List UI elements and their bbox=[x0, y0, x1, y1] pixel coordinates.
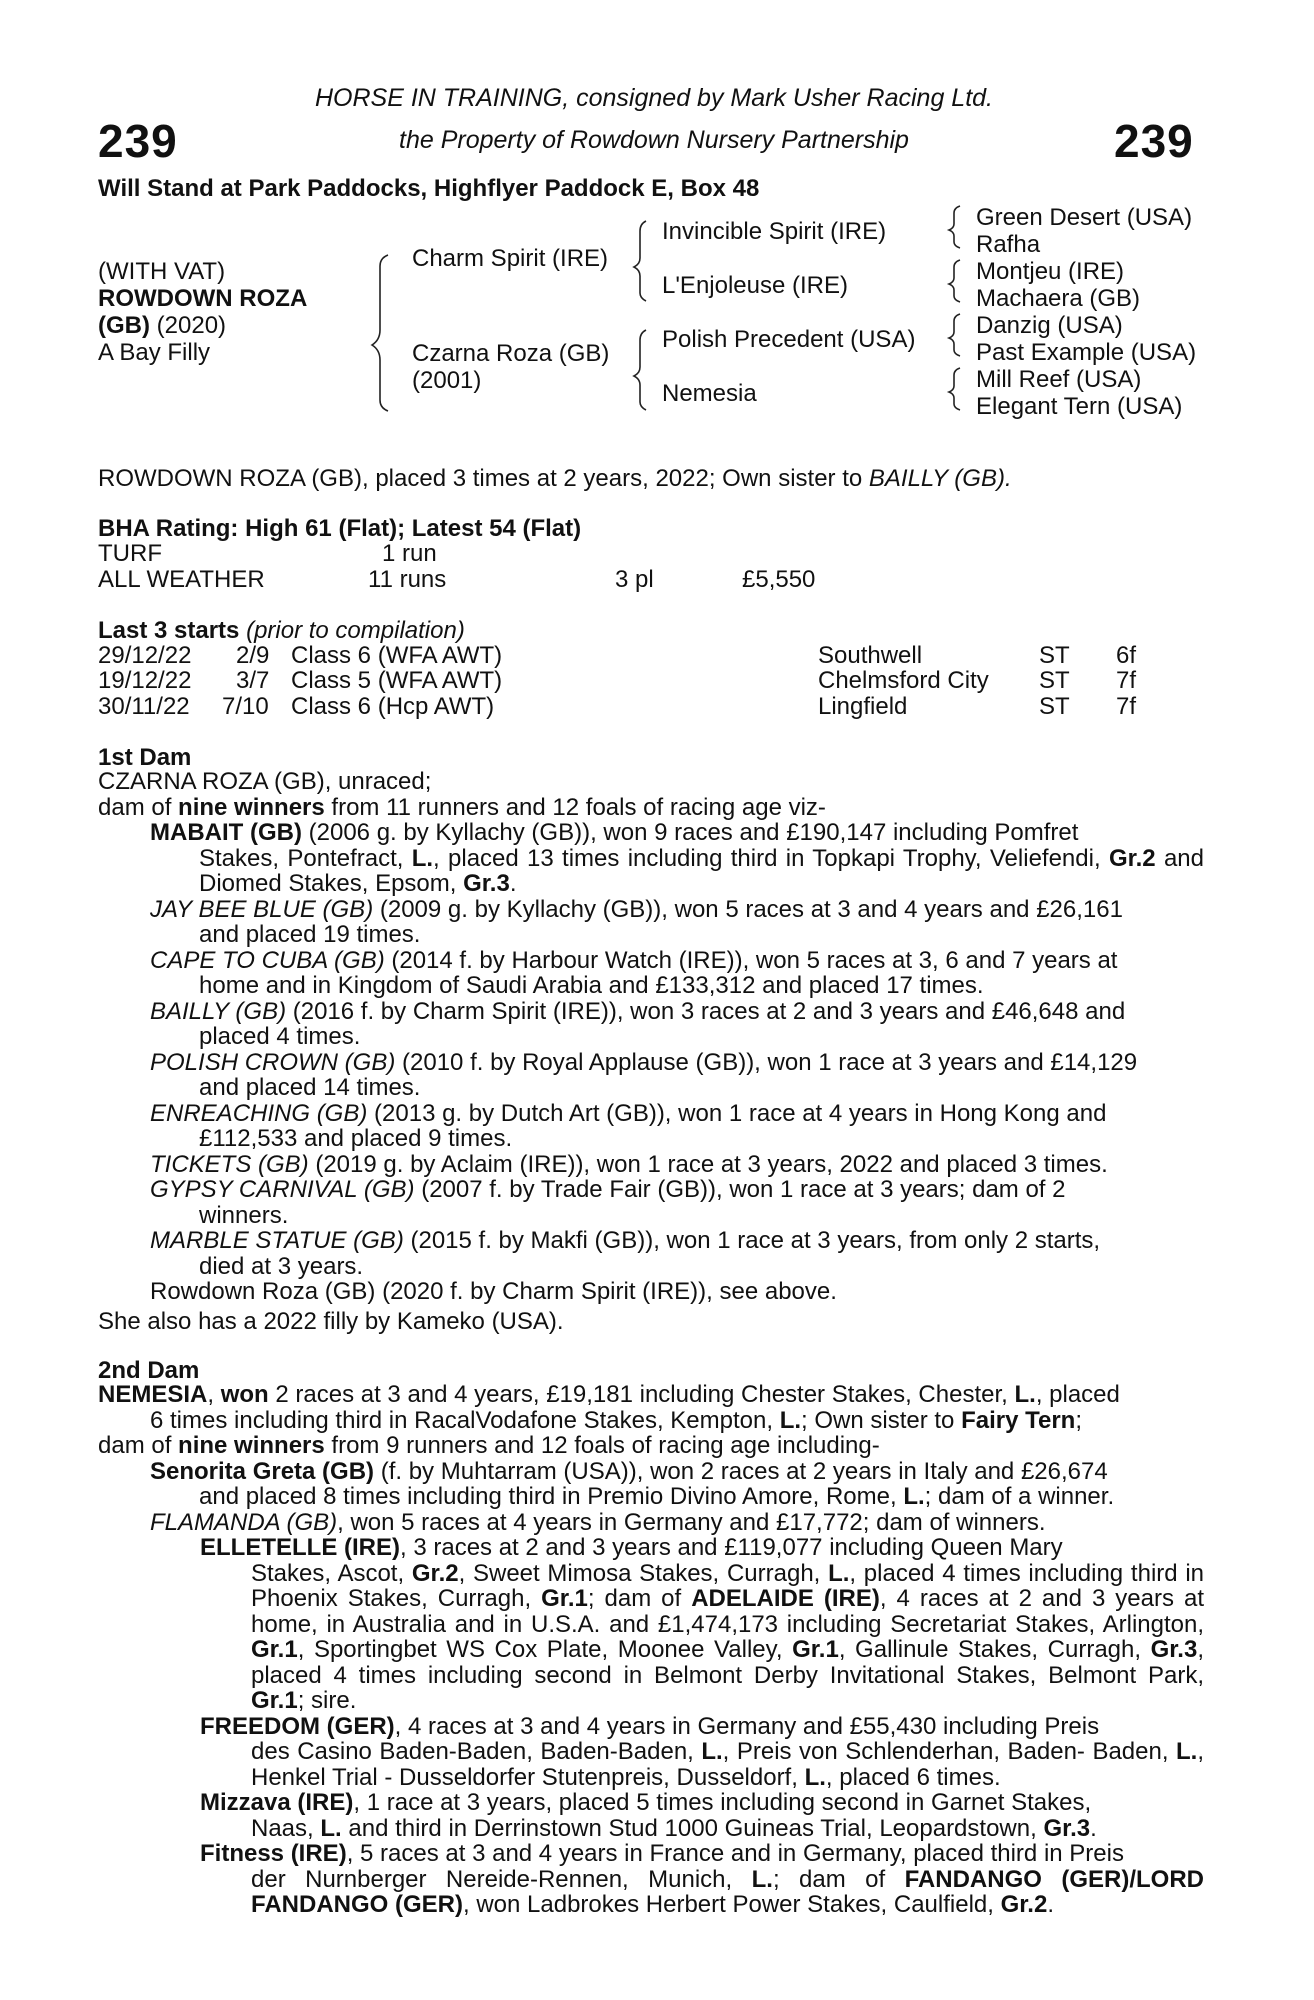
dam-name: Czarna Roza (GB) bbox=[412, 340, 610, 367]
granddam-2: Rafha bbox=[976, 231, 1041, 258]
main-brace bbox=[372, 255, 388, 411]
list-item: TICKETS (GB) (2019 g. by Aclaim (IRE)), won 1 race at 3 years, 2022 and placed 3 times. bbox=[150, 1150, 1108, 1178]
start-race: Class 6 (WFA AWT) bbox=[291, 642, 503, 669]
last-starts-header: Last 3 starts (prior to compilation) bbox=[98, 617, 465, 644]
start-course: Southwell bbox=[818, 642, 923, 669]
list-item: JAY BEE BLUE (GB) (2009 g. by Kyllachy (GB)), won 5 races at 3 and 4 years and £26,161 and placed 19 times. bbox=[150, 895, 1123, 948]
list-item: MABAIT (GB) (2006 g. by Kyllachy (GB)), won 9 races and £190,147 including Pomfret Stakes, Pontefract, L., placed 13 times including third in Topkapi Trophy, Veliefendi, Gr.2 and Diomed Stakes, Epsom, Gr.3. bbox=[150, 819, 1205, 897]
sire-name: Charm Spirit (IRE) bbox=[412, 245, 609, 272]
sire-dam: L'Enjoleuse (IRE) bbox=[662, 272, 848, 299]
list-item: ELLETELLE (IRE), 3 races at 2 and 3 years and £119,077 including Queen Mary Stakes, Ascot, Gr.2, Sweet Mimosa Stakes, Curragh, L., placed 4 times including third in Phoenix Stakes, Curragh, Gr.1; dam of ADELAIDE (IRE), 4 races at 2 and 3 years at home, in Australia and in U.S.A. and £1,474,173 including Secretariat Stakes, Arlington, Gr.1, Sportingbet WS Cox Plate, Moonee Valley, Gr.1, Gallinule Stakes, Curragh, Gr.3, placed 4 times including second in Belmont Derby Invitational Stakes, Belmont Park, Gr.1; sire. bbox=[200, 1534, 1205, 1714]
start-distance: 7f bbox=[1116, 667, 1137, 694]
list-item: Rowdown Roza (GB) (2020 f. by Charm Spirit (IRE)), see above. bbox=[150, 1278, 837, 1305]
start-position: 2/9 bbox=[236, 642, 270, 669]
lot-number-right: 239 bbox=[1114, 115, 1194, 167]
rating-runs: 1 run bbox=[382, 540, 437, 567]
dam-sire: Polish Precedent (USA) bbox=[662, 326, 916, 353]
horse-country: (GB) bbox=[98, 312, 150, 339]
list-item: CAPE TO CUBA (GB) (2014 f. by Harbour Watch (IRE)), won 5 races at 3, 6 and 7 years at home and in Kingdom of Saudi Arabia and £133,312 and placed 17 times. bbox=[150, 946, 1118, 999]
list-item: Fitness (IRE), 5 races at 3 and 4 years in France and in Germany, placed third in Preis der Nurnberger Nereide-Rennen, Munich, L.; dam of FANDANGO (GER)/LORD FANDANGO (GER), won Ladbrokes Herbert Power Stakes, Caulfield, Gr.2. bbox=[200, 1840, 1205, 1918]
horse-description: A Bay Filly bbox=[98, 339, 211, 366]
bha-rating-title: BHA Rating: High 61 (Flat); Latest 54 (Flat) bbox=[98, 515, 582, 542]
sire-brace bbox=[634, 221, 646, 301]
granddam-8: Elegant Tern (USA) bbox=[976, 393, 1183, 420]
list-item: Mizzava (IRE), 1 race at 3 years, placed 5 times including second in Garnet Stakes, Naas, L. and third in Derrinstown Stud 1000 Guineas Trial, Leopardstown, Gr.3. bbox=[200, 1789, 1097, 1842]
dam-dam: Nemesia bbox=[662, 380, 757, 407]
start-distance: 6f bbox=[1116, 642, 1137, 669]
first-dam-progeny bbox=[150, 820, 1204, 1305]
first-dam-line: CZARNA ROZA (GB), unraced; bbox=[98, 768, 432, 795]
second-dam-title: 2nd Dam bbox=[98, 1357, 200, 1384]
list-item: FREEDOM (GER), 4 races at 3 and 4 years in Germany and £55,430 including Preis des Casino Baden-Baden, Baden-Baden, L., Preis von Schlenderhan, Baden- Baden, L., Henkel Trial - Dusseldorfer Stutenpreis, Dusseldorf, L., placed 6 times. bbox=[200, 1712, 1205, 1791]
dam-year: (2001) bbox=[412, 367, 482, 394]
grandsire-7: Mill Reef (USA) bbox=[976, 366, 1142, 393]
list-item: ENREACHING (GB) (2013 g. by Dutch Art (GB)), won 1 race at 4 years in Hong Kong and £112,533 and placed 9 times. bbox=[150, 1099, 1107, 1152]
horse-name: ROWDOWN ROZA bbox=[98, 285, 308, 312]
start-position: 7/10 bbox=[222, 693, 269, 720]
rating-placed: 3 pl bbox=[615, 566, 654, 593]
grandsire-5: Danzig (USA) bbox=[976, 312, 1123, 339]
list-item: Senorita Greta (GB) (f. by Muhtarram (USA)), won 2 races at 2 years in Italy and £26,674 and placed 8 times including third in Premio Divino Amore, Rome, L.; dam of a winner. bbox=[150, 1457, 1115, 1510]
list-item: FLAMANDA (GB), won 5 races at 4 years in Germany and £17,772; dam of winners. bbox=[150, 1508, 1046, 1536]
sire-sire: Invincible Spirit (IRE) bbox=[662, 218, 887, 245]
first-dam-produce: dam of nine winners from 11 runners and 12 foals of racing age viz- bbox=[98, 794, 826, 821]
stand-location: Will Stand at Park Paddocks, Highflyer Paddock E, Box 48 bbox=[98, 175, 760, 202]
list-item: MARBLE STATUE (GB) (2015 f. by Makfi (GB)), won 1 race at 3 years, from only 2 starts, died at 3 years. bbox=[150, 1227, 1101, 1280]
second-dam-block: NEMESIA, won 2 races at 3 and 4 years, £19,181 including Chester Stakes, Chester, L., placed 6 times including third in RacalVodafone Stakes, Kempton, L.; Own sister to Fairy Tern; dam of nine winners from 9 runners and 12 foals of racing age including- Senorita Greta (GB) (f. by Muhtarram (USA)), won 2 races at 2 years in Italy and £26,674 and placed 8 times including third in Premio Divino Amore, Rome, L.; dam of a winner. FLAMANDA (GB), won 5 races at 4 years in Germany and £17,772; dam of winners. ELLETELLE (IRE), 3 races at 2 and 3 years and £119,077 including Queen Mary Stakes, Ascot, Gr.2, Sweet Mimosa Stakes, Curragh, L., placed 4 times including third in Phoenix Stakes, Curragh, Gr.1; dam of ADELAIDE (IRE), 4 races at 2 and 3 years at home, in Australia and in U.S.A. and £1,474,173 including Secretariat Stakes, Arlington, Gr.1, Sportingbet WS Cox Plate, Moonee Valley, Gr.1, Gallinule Stakes, Curragh, Gr.3, placed 4 times including second in Belmont Derby Invitational Stakes, Belmont Park, Gr.1; sire. FREEDOM (GER), 4 races at 3 and 4 years in Germany and £55,430 including Preis des Casino Baden-Baden, Baden-Baden, L., Preis von Schlenderhan, Baden- Baden, L., Henkel Trial - Dusseldorfer Stutenpreis, Dusseldorf, L., placed 6 times. Mizzava (IRE), 1 race at 3 years, placed 5 times including second in Garnet Stakes, Naas, L. and third in Derrinstown Stud 1000 Guineas Trial, Leopardstown, Gr.3. Fitness (IRE), 5 races at 3 and 4 years in France and in Germany, placed third in Preis der Nurnberger Nereide-Rennen, Munich, L.; dam of FANDANGO (GER)/LORD FANDANGO (GER), won Ladbrokes Herbert Power Stakes, Caulfield, Gr.2. bbox=[98, 1381, 1205, 1918]
start-course: Lingfield bbox=[818, 693, 908, 720]
gbrace-3 bbox=[949, 314, 960, 356]
list-item: POLISH CROWN (GB) (2010 f. by Royal Applause (GB)), won 1 race at 3 years and £14,129 and placed 14 times. bbox=[150, 1048, 1138, 1101]
list-item: GYPSY CARNIVAL (GB) (2007 f. by Trade Fair (GB)), won 1 race at 3 years; dam of 2 winners. bbox=[150, 1176, 1066, 1229]
gbrace-2 bbox=[949, 260, 960, 302]
grandsire-1: Green Desert (USA) bbox=[976, 204, 1193, 231]
start-distance: 7f bbox=[1116, 693, 1137, 720]
property-line: the Property of Rowdown Nursery Partnership bbox=[399, 126, 909, 154]
lot-number-left: 239 bbox=[98, 115, 178, 167]
first-dam-foal-note: She also has a 2022 filly by Kameko (USA). bbox=[98, 1308, 564, 1335]
rating-surface: ALL WEATHER bbox=[98, 566, 265, 593]
grandsire-3: Montjeu (IRE) bbox=[976, 258, 1125, 285]
start-going: ST bbox=[1039, 642, 1070, 669]
start-date: 19/12/22 bbox=[98, 667, 192, 694]
start-course: Chelmsford City bbox=[818, 667, 989, 694]
first-dam-title: 1st Dam bbox=[98, 744, 192, 771]
horse-year: (2020) bbox=[156, 312, 227, 339]
own-sister-name: BAILLY (GB). bbox=[868, 465, 1012, 492]
start-race: Class 6 (Hcp AWT) bbox=[291, 693, 495, 720]
granddam-6: Past Example (USA) bbox=[976, 339, 1197, 366]
rating-earnings: £5,550 bbox=[742, 566, 816, 593]
granddam-4: Machaera (GB) bbox=[976, 285, 1141, 312]
rating-runs: 11 runs bbox=[368, 566, 447, 593]
start-position: 3/7 bbox=[236, 667, 270, 694]
list-item: BAILLY (GB) (2016 f. by Charm Spirit (IRE)), won 3 races at 2 and 3 years and £46,648 and placed 4 times. bbox=[150, 997, 1126, 1050]
gbrace-4 bbox=[949, 368, 960, 410]
start-date: 29/12/22 bbox=[98, 642, 192, 669]
consignor-line: HORSE IN TRAINING, consigned by Mark Usher Racing Ltd. bbox=[314, 84, 993, 112]
start-race: Class 5 (WFA AWT) bbox=[291, 667, 503, 694]
start-going: ST bbox=[1039, 667, 1070, 694]
rating-surface: TURF bbox=[98, 540, 162, 567]
dam-brace bbox=[634, 330, 646, 410]
horse-summary: ROWDOWN ROZA (GB), placed 3 times at 2 years, 2022; Own sister to BAILLY (GB). bbox=[98, 465, 1012, 492]
gbrace-1 bbox=[949, 206, 960, 248]
start-going: ST bbox=[1039, 693, 1070, 720]
start-date: 30/11/22 bbox=[98, 693, 190, 720]
vat-label: (WITH VAT) bbox=[98, 258, 226, 285]
